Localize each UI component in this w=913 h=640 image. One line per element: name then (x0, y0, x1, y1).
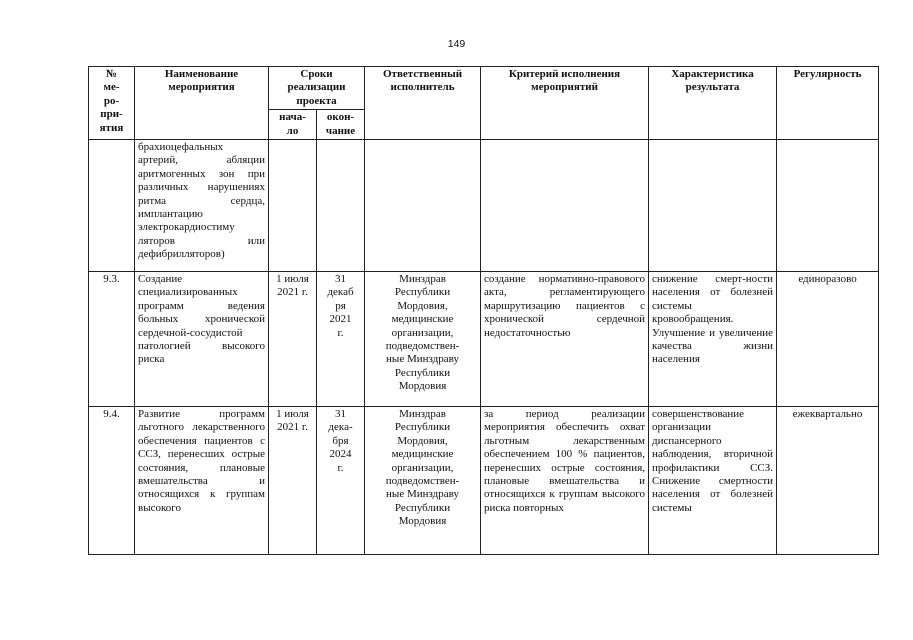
row-regularity: единоразово (777, 272, 879, 407)
row-criterion: за период реализации мероприятия обеспечить охват льготным лекарственным обеспечением 100 % пациентов, перенесших острые состояния, плановые вмешательства и относящихся к группам высокого риска повторных (481, 407, 649, 555)
table-row (89, 407, 879, 555)
row-responsible: Минздрав Республики Мордовия, медицинские организации, подведомствен- ные Минздраву Республики Мордовия (365, 272, 481, 407)
header-criterion: Критерий исполнения мероприятий (481, 67, 649, 140)
row-criterion (481, 140, 649, 272)
header-responsible: Ответственный исполнитель (365, 67, 481, 140)
row-responsible: Минздрав Республики Мордовия, медицинские организации, подведомствен- ные Минздраву Республики Мордовия (365, 407, 481, 555)
row-number (89, 140, 135, 272)
page-number: 149 (447, 38, 466, 50)
header-result: Характеристика результата (649, 67, 777, 140)
row-end (317, 140, 365, 272)
row-measure-name: Развитие программ льготного лекарственного обеспечения пациентов с ССЗ, перенесших острые состояния, плановые вмешательства и относящихся к группам высокого (135, 407, 269, 555)
row-result: совершенствование организации диспансерного наблюдения, вторичной профилактики ССЗ. Снижение смертности населения от болезней системы (649, 407, 777, 555)
row-start (269, 140, 317, 272)
header-end: окон- чание (317, 110, 365, 140)
row-regularity: ежеквартально (777, 407, 879, 555)
row-start: 1 июля 2021 г. (269, 407, 317, 555)
header-terms: Сроки реализации проекта (269, 67, 365, 110)
header-measure-name: Наименование мероприятия (135, 67, 269, 140)
row-end: 31 декаб ря 2021 г. (317, 272, 365, 407)
row-result: снижение смерт-ности населения от болезней системы кровообращения. Улучшение и увеличение качества жизни населения (649, 272, 777, 407)
row-measure-name: брахиоцефальных артерий, абляции аритмогенных зон при различных нарушениях ритма сердца, имплантацию электрокардиостиму ляторов или дефибрилляторов) (135, 140, 269, 272)
measures-table (88, 66, 879, 555)
table-row (89, 272, 879, 407)
row-start: 1 июля 2021 г. (269, 272, 317, 407)
row-end: 31 дека- бря 2024 г. (317, 407, 365, 555)
header-regularity: Регулярность (777, 67, 879, 140)
row-responsible (365, 140, 481, 272)
header-row-1 (89, 67, 879, 110)
row-number: 9.3. (89, 272, 135, 407)
row-regularity (777, 140, 879, 272)
row-number: 9.4. (89, 407, 135, 555)
table-row (89, 140, 879, 272)
row-result (649, 140, 777, 272)
header-start: нача- ло (269, 110, 317, 140)
row-criterion: создание нормативно-правового акта, регламентирующего маршрутизацию пациентов с хронической сердечной недостаточностью (481, 272, 649, 407)
header-number: № ме- ро- при- ятия (89, 67, 135, 140)
row-measure-name: Создание специализированных программ ведения больных хронической сердечной-сосудистой патологией высокого риска (135, 272, 269, 407)
